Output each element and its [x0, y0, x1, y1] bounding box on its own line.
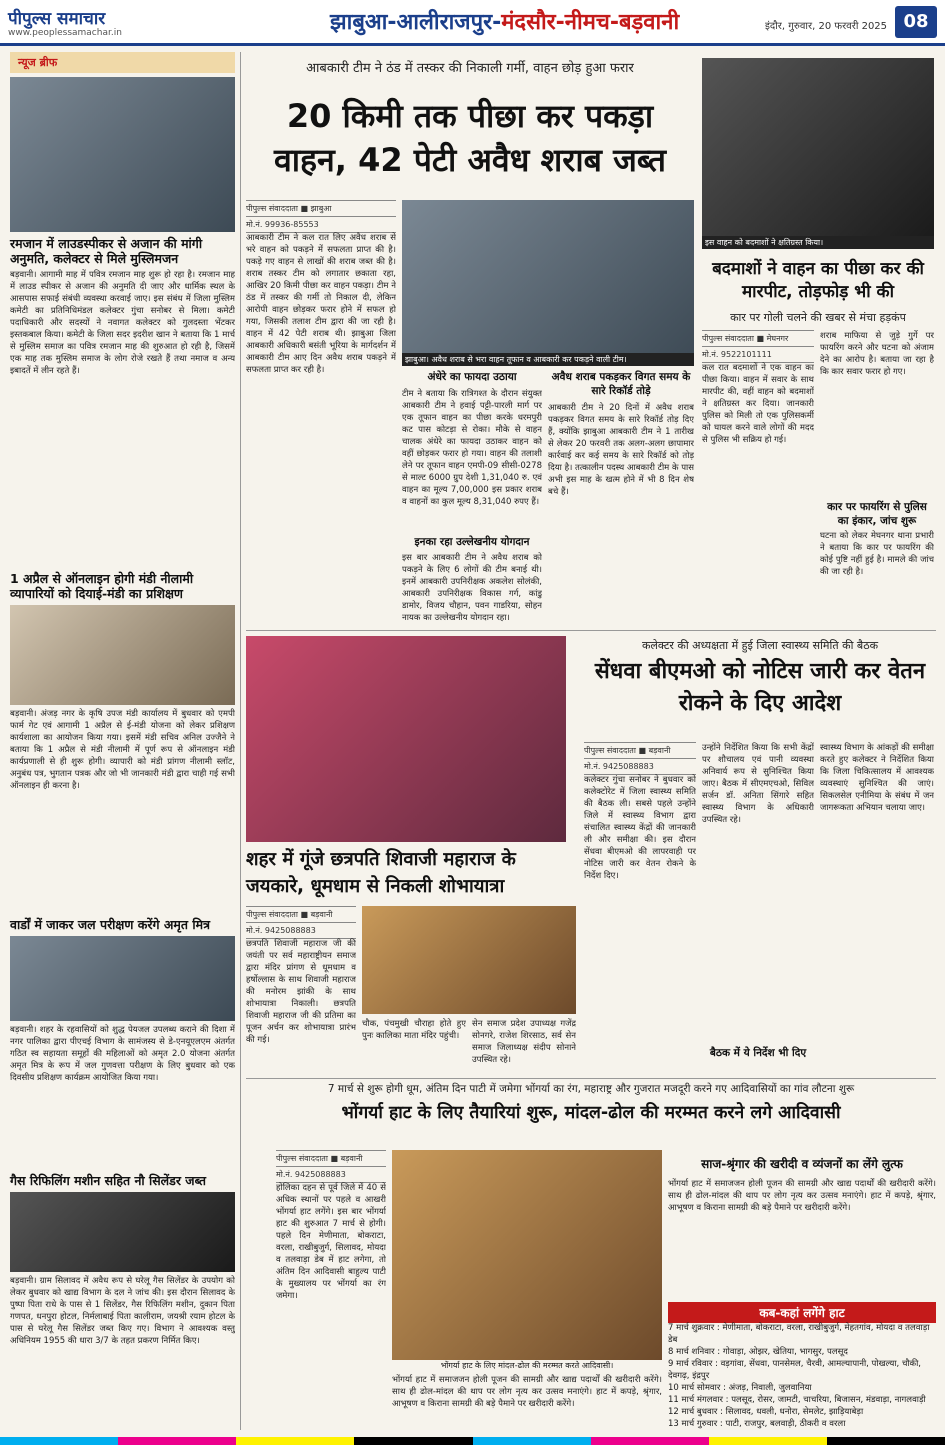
- lead-photo: [402, 200, 694, 362]
- shivaji-byline: पीपुल्स संवाददाता ■ बड़वानी: [246, 906, 356, 923]
- brief-text-3: बड़वानी। शहर के रहवासियों को शुद्ध पेयजल उपलब्ध कराने की दिशा में नगर पालिका द्वारा पीएचई विभाग के सामंजस्य से डे-एनयूएलएम अंतर्गत गठित स्व सहायता समूहों की महिलाओं को अमृत 2.0 योजना अंतर्गत अमृत मित्र के रूप में जल गुणवत्ता परीक्षण के लिए बुधवार को एक दिवसीय प्रशिक्षण कार्यक्रम आयोजित किया गया।: [10, 1025, 235, 1083]
- masthead: [0, 0, 945, 46]
- issue-date: इंदौर, गुरुवार, 20 फरवरी 2025: [765, 21, 888, 32]
- news-brief-column: [10, 52, 235, 1432]
- shivaji-caption-2: सेन समाज प्रदेश उपाध्यक्ष गजेंद्र सोनगरे, राजेश शिरसाठ, सर्व सेन समाज जिलाध्यक्ष संदीप सोनाने उपस्थित रहे।: [472, 1019, 576, 1065]
- shivaji-headline: शहर में गूंजे छत्रपति शिवाजी महाराज के जयकारे, धूमधाम से निकली शोभायात्रा: [246, 849, 516, 897]
- bmo-text-2: उन्होंने निर्देशित किया कि सभी केंद्रों पर शौचालय एवं पानी व्यवस्था अनिवार्य रूप से सुनिश्चित किया जाए। बैठक में सीएमएचओ, सिविल सर्जन डॉ. अनिता सिंगारे सहित स्वास्थ्य विभाग के अधिकारी उपस्थित रहे।: [702, 743, 814, 825]
- lead-subhead-3: अवैध शराब पकड़कर विगत समय के सारे रिकॉर्ड तोड़े: [551, 371, 691, 397]
- brief-headline-2: 1 अप्रैल से ऑनलाइन होगी मंडी नीलामी व्यापारियों को दियाई-मंडी का प्रशिक्षण: [10, 571, 194, 601]
- bmo-byline-box: [584, 742, 696, 775]
- list-item: 12 मार्च बुधवार : सिलावद, धवली, धनोरा, सेमलेट, झाड़ियाबेड़ा: [668, 1407, 864, 1417]
- bhongarya-kicker: 7 मार्च से शुरू होगी धूम, अंतिम दिन पाटी में जमेगा भोंगर्या का रंग, महाराष्ट्र और गुजरात मजदूरी करने गए आदिवासियों का गांव लौटना शुरू: [327, 1083, 855, 1095]
- news-brief-label: न्यूज ब्रीफ: [10, 52, 235, 73]
- page-number: 08: [895, 6, 937, 38]
- shivaji-photo-2: [362, 906, 576, 1014]
- bhongarya-side-head: साज-श्रृंगार की खरीदी व व्यंजनों का लेंगे लुत्फ: [701, 1157, 903, 1171]
- list-item: 13 मार्च गुरुवार : पाटी, राजपुर, बलवाड़ी, ठीकरी व वरला: [668, 1419, 846, 1429]
- shivaji-photo-main: [246, 636, 566, 842]
- list-item: 8 मार्च शनिवार : गोवाड़ा, ओझर, खेतिया, भागसुर, पलसूद: [668, 1347, 848, 1357]
- bmo-mobile: मो.नं. 9425088883: [584, 759, 696, 775]
- shivaji-byline-box: [246, 906, 356, 939]
- right-story-byline: पीपुल्स संवाददाता ■ मेघनगर: [702, 330, 814, 347]
- lead-kicker: आबकारी टीम ने ठंड में तस्कर की निकाली गर्मी, वाहन छोड़ हुआ फरार: [306, 61, 634, 76]
- right-story-subhead-2: कार पर फायरिंग से पुलिस का इंकार, जांच शुरू: [827, 501, 927, 527]
- right-story-text-2: शराब माफिया से जुड़े गुर्गे पर फायरिंग करने और घटना को अंजाम देने का आरोप है। बताया जा रहा है कि कार सवार फरार हो गए।: [820, 331, 934, 377]
- lead-text-2: टीम ने बताया कि रात्रिगश्त के दौरान संयुक्त आबकारी टीम ने हवाई पट्टी-पारली मार्ग पर एक तूफान वाहन का पीछा करके धरमपुरी कट पास कोटड़ा से रोका। मौके से वाहन चालक अंधेरे का फायदा उठाकर वाहन को वहीं छोड़कर फरार हो गया। वाहन की तलाशी लेने पर तूफान वाहन एमपी-09 सीसी-0278 से माल्ट 6000 ग्रुप देशी 1,31,040 रु. एवं वाहन का मूल्य 7,00,000 इस प्रकार शराब व वाहनों का कुल मूल्य 8,31,040 रुपए हैं।: [402, 389, 542, 507]
- section-rule: [246, 630, 936, 631]
- right-story-photo-caption: इस वाहन को बदमाशों ने क्षतिग्रस्त किया।: [702, 236, 934, 249]
- edition-title-blue: झाबुआ-आलीराजपुर-: [330, 10, 502, 35]
- brief-text-2: बड़वानी। अंजड़ नगर के कृषि उपज मंडी कार्यालय में बुधवार को एमपी फार्म गेट एवं आगामी 1 अप्रैल से ई-मंडी योजना को लेकर प्रशिक्षण कार्यशाला का आयोजन किया गया। इसमें मंडी सचिव अनिल उज्जैने ने बताया कि 1 अप्रैल से मंडी नीलामी में पूर्ण रूप से ऑनलाइन मंडी कार्यप्रणाली से ही शुरू होगी। व्यापारी को मंडी प्रांगण नीलामी स्लॉट, अनुबंध पत्र, भुगतान पत्रक और जो भी जानकारी मंडी द्वारा चाही गई सभी ऑनलाइन ही करना है।: [10, 709, 235, 791]
- lead-byline-box: [246, 200, 396, 233]
- edition-title: [330, 6, 679, 36]
- newspaper-logo: पीपुल्स समाचार: [8, 9, 106, 29]
- list-item: 7 मार्च शुक्रवार : मेणीमाता, बोकराटा, वरला, राखीबुजुर्ग, मेहतगांव, मोयदा व तलवाड़ा डेब: [668, 1323, 930, 1345]
- section-rule-2: [246, 1078, 936, 1079]
- brief-photo-4: [10, 1192, 235, 1272]
- brief-text-1: बड़वानी। आगामी माह में पवित्र रमजान माह शुरू हो रहा है। रमजान माह में लाउड स्पीकर से अजान की अनुमति दी जाए और धार्मिक स्थल के आसपास सफाई संबंधी व्यवस्था करवाई जाए। इस संबंध में जिला मुस्लिम कमेटी का प्रतिनिधिमंडल कलेक्टर गुंचा सनोबर से मिला। कमेटी पदाधिकारी और सदस्यों ने नवागत कलेक्टर को गुलदस्ता भेंटकर इस्तकबाल किया। कमेटी के जिला सदर इदरीश खान ने बताया कि 1 मार्च से मुस्लिम समाज का पवित्र रमजान माह की शुरुआत हो रही है, जिसमें एक माह तक मुस्लिम समाज के लोग रोजे रखते हैं तथा नमाज व अन्य इबादतें में लीन रहते हैं।: [10, 270, 235, 376]
- lead-text-4: आबकारी टीम ने 20 दिनों में अवैध शराब पकड़कर विगत समय के सारे रिकॉर्ड तोड़ दिए हैं, क्योंकि झाबुआ आबकारी टीम ने 1 तारीख से लेकर 20 फरवरी तक अलग-अलग छापामार कार्रवाई कर कई समय के सारे रिकॉर्ड को तोड़ दिया है। तत्कालीन पदस्थ आबकारी टीम के पास अभी इस माह के खत्म होने में भी 8 दिन शेष बचे हैं।: [548, 403, 694, 497]
- right-story-subhead: कार पर गोली चलने की खबर से मंचा हड़कंप: [730, 311, 906, 324]
- bhongarya-headline: भोंगर्या हाट के लिए तैयारियां शुरू, मांदल-ढोल की मरम्मत करने लगे आदिवासी: [341, 1103, 841, 1123]
- lead-headline-line-1: 20 किमी तक पीछा कर पकड़ा: [286, 97, 654, 135]
- bhongarya-mobile: मो.नं. 9425088883: [276, 1167, 386, 1183]
- right-story-text-1: कल रात बदमाशों ने एक वाहन का पीछा किया। वाहन में सवार के साथ मारपीट की, वहीं वाहन को बदमाशों ने क्षतिग्रस्त कर दिया। जानकारी पुलिस को मिली तो एक पुलिसकर्मी को घायल करने वाले लोगों की मदद से पुलिस भी सक्रिय हो गई।: [702, 363, 814, 445]
- bmo-text-1: कलेक्टर गुंचा सनोबर ने बुधवार को कलेक्टोरेट में जिला स्वास्थ्य समिति की बैठक ली। सबसे पहले उन्होंने जिले में स्वास्थ्य विभाग द्वारा संचालित स्वास्थ्य केंद्रों की जानकारी ली और समीक्षा की। इस दौरान सेंधवा बीएमओ की लापरवाही पर नोटिस जारी कर वेतन रोकने के निर्देश दिए।: [584, 775, 696, 881]
- brief-photo-2: [10, 605, 235, 705]
- list-item: 11 मार्च मंगलवार : पलसूद, रोसर, जामटी, चाचरिया, बिजासन, मंडवाड़ा, नागलवाड़ी: [668, 1395, 926, 1405]
- bhongarya-list-head: कब-कहां लगेंगे हाट: [668, 1302, 936, 1323]
- bmo-kicker: कलेक्टर की अध्यक्षता में हुई जिला स्वास्थ्य समिति की बैठक: [641, 639, 879, 652]
- bhongarya-photo-caption: भोंगर्या हाट के लिए मांदल-ढोल की मरम्मत करते आदिवासी।: [440, 1361, 614, 1370]
- right-story-photo: [702, 58, 934, 243]
- lead-headline-line-2: वाहन, 42 पेटी अवैध शराब जब्त: [273, 141, 667, 179]
- bhongarya-text-2: भोंगर्या हाट में समाजजन होली पूजन की सामग्री और खाद्य पदार्थों की खरीदारी करेंगे। साथ ही ढोल-मांदल की थाप पर लोग नृत्य कर उत्सव मनाएंगे। हाट में कपड़े, श्रृंगार, आभूषण व किराना सामग्री की बड़े पैमाने पर खरीदारी करेंगे।: [392, 1375, 662, 1409]
- bhongarya-byline: पीपुल्स संवाददाता ■ बड़वानी: [276, 1150, 386, 1167]
- brief-headline-3: वार्डों में जाकर जल परीक्षण करेंगे अमृत मित्र: [10, 917, 210, 932]
- lead-subhead-1: अंधेरे का फायदा उठाया: [427, 371, 517, 383]
- edition-title-red: मंदसौर-नीमच-बड़वानी: [501, 10, 680, 35]
- bhongarya-byline-box: [276, 1150, 386, 1183]
- brief-photo-1: [10, 77, 235, 232]
- lead-mobile: मो.नं. 99936-85553: [246, 217, 396, 233]
- brief-photo-3: [10, 936, 235, 1021]
- bmo-subhead: बैठक में ये निर्देश भी दिए: [709, 1047, 807, 1059]
- right-story-text-3: घटना को लेकर मेघनगर थाना प्रभारी ने बताया कि कार पर फायरिंग की कोई पुष्टि नहीं हुई है। मामले की जांच की जा रही है।: [820, 531, 934, 577]
- shivaji-mobile: मो.नं. 9425088883: [246, 923, 356, 939]
- brief-headline-4: गैस रिफिलिंग मशीन सहित नौ सिलेंडर जब्त: [10, 1173, 206, 1188]
- shivaji-caption-1: चौक, पंचमुखी चौराहा होते हुए पुनः कालिका माता मंदिर पहुंची।: [362, 1019, 466, 1041]
- bhongarya-photo: [392, 1150, 662, 1360]
- lead-text-3: इस बार आबकारी टीम ने अवैध शराब को पकड़ने के लिए 6 लोगों की टीम बनाई थी। इनमें आबकारी उपनिरीक्षक अकलेश सोलंकी, आबकारी उपनिरीक्षक विकास गर्ग, कांडु डामोर, विजय चौहान, पवन गाडरिया, सोहन नायक का उल्लेखनीय योगदान रहा।: [402, 553, 542, 622]
- lead-byline: पीपुल्स संवाददाता ■ झाबुआ: [246, 200, 396, 217]
- bmo-text-3: स्वास्थ्य विभाग के आंकड़ों की समीक्षा करते हुए कलेक्टर ने निर्देशित किया कि जिला चिकित्सालय में आवश्यक व्यवस्थाएं सुनिश्चित की जाएं। सिकलसेल एनीमिया के संबंध में जन जागरूकता अभियान चलाया जाए।: [820, 743, 934, 813]
- lead-photo-caption: झाबुआ। अवैध शराब से भरा वाहन तूफान व आबकारी कर पकड़ने वाली टीम।: [402, 353, 694, 366]
- lead-text-1: आबकारी टीम ने कल रात लिए अवैध शराब से भरे वाहन को पकड़ने में सफलता प्राप्त की है। पकड़े गए वाहन से लाखों की शराब जब्त की है। शराब तस्कर टीम को लगातार छकाता रहा, आखिर 20 किमी पीछा कर वाहन पकड़ा। टीम ने ठंड में तस्कर की गर्मी तो निकाल दी, लेकिन आरोपी वाहन छोड़कर फरार होने में सफल हो गया, जिसकी तलाश टीम द्वारा की जा रही है। वाहन में 42 पेटी शराब थी। झाबुआ जिला आबकारी अधिकारी बसंती भूरिया के मार्गदर्शन में आबकारी टीम आए दिन अवैध शराब पकड़ने में सफलता प्राप्त कर रही है।: [246, 233, 396, 375]
- lead-headline: [246, 94, 694, 182]
- shivaji-text: छत्रपति शिवाजी महाराज जी की जयंती पर सर्व महाराष्ट्रीयन समाज द्वारा मंदिर प्रांगण से धूमधाम व हर्षोल्लास के साथ शिवाजी महाराज की मनोरम झांकी के साथ शोभायात्रा निकाली। छत्रपति शिवाजी महाराज जी की प्रतिमा का पूजन अर्चन कर शोभायात्रा प्रारंभ की गई।: [246, 939, 356, 1045]
- bhongarya-text-3: भोंगर्या हाट में समाजजन होली पूजन की सामग्री और खाद्य पदार्थों की खरीदारी करेंगे। साथ ही ढोल-मांदल की थाप पर लोग नृत्य कर उत्सव मनाएंगे। हाट में कपड़े, श्रृंगार, आभूषण व किराना सामग्री की बड़े पैमाने पर खरीदारी करेंगे।: [668, 1179, 936, 1213]
- list-item: 9 मार्च रविवार : वड़गांवा, सेंधवा, पानसेमल, चैरवी, आमल्यापानी, पोखल्या, चौकी, देवगढ़, इंद्रपुर: [668, 1359, 921, 1381]
- print-color-bar: [0, 1437, 945, 1445]
- lead-subhead-2: इनका रहा उल्लेखनीय योगदान: [414, 536, 530, 548]
- right-story-mobile: मो.नं. 9522101111: [702, 347, 814, 363]
- column-divider: [240, 52, 241, 1430]
- bmo-headline: सेंधवा बीएमओ को नोटिस जारी कर वेतन रोकने के दिए आदेश: [594, 659, 926, 716]
- brief-text-4: बड़वानी। ग्राम सिलावद में अवैध रूप से घरेलू गैस सिलेंडर के उपयोग को लेकर बुधवार को खाद्य विभाग के दल ने जांच की। इस दौरान सिलावद के पुष्पा पिता राधे के पास से 1 सिलेंडर, गैस रिफिलिंग मशीन, दुकान पिता गणपत, धनपुरा होटल, निर्मलाबाई पिता कालीराम, जयश्री रयाम होटल के पास से घरेलू गैस सिलेंडर जब्त किए गए। विभाग ने आवश्यक वस्तु अधिनियम 1955 की धारा 3/7 के तहत प्रकरण निर्मित किए।: [10, 1276, 235, 1346]
- brief-headline-1: रमजान में लाउडस्पीकर से अजान की मांगी अनुमति, कलेक्टर से मिले मुस्लिमजन: [10, 236, 203, 266]
- website-url[interactable]: www.peoplessamachar.in: [8, 28, 122, 38]
- bmo-byline: पीपुल्स संवाददाता ■ बड़वानी: [584, 742, 696, 759]
- list-item: 10 मार्च सोमवार : अंजड़, निवाली, जुलवानिया: [668, 1383, 812, 1393]
- bhongarya-text-1: होलिका दहन से पूर्व जिले में 40 से अधिक स्थानों पर पहले व आखरी भोंगर्या हाट लगेंगे। इस बार भोंगर्या हाट की शुरुआत 7 मार्च से होगी। पहले दिन मेणीमाता, बोकराटा, वरला, राखीबुजुर्ग, सिलावद, मोयदा व तलवाड़ा डेब में हाट लगेगा, तो अंतिम दिन आदिवासी बाहुल्य पाटी के मुख्यालय पर भोंगर्या का रंग जमेगा।: [276, 1183, 386, 1301]
- bhongarya-schedule-list: [668, 1322, 936, 1432]
- right-byline-box: [702, 330, 814, 363]
- right-story-headline: बदमाशों ने वाहन का पीछा कर की मारपीट, तोड़फोड़ भी की: [712, 259, 924, 302]
